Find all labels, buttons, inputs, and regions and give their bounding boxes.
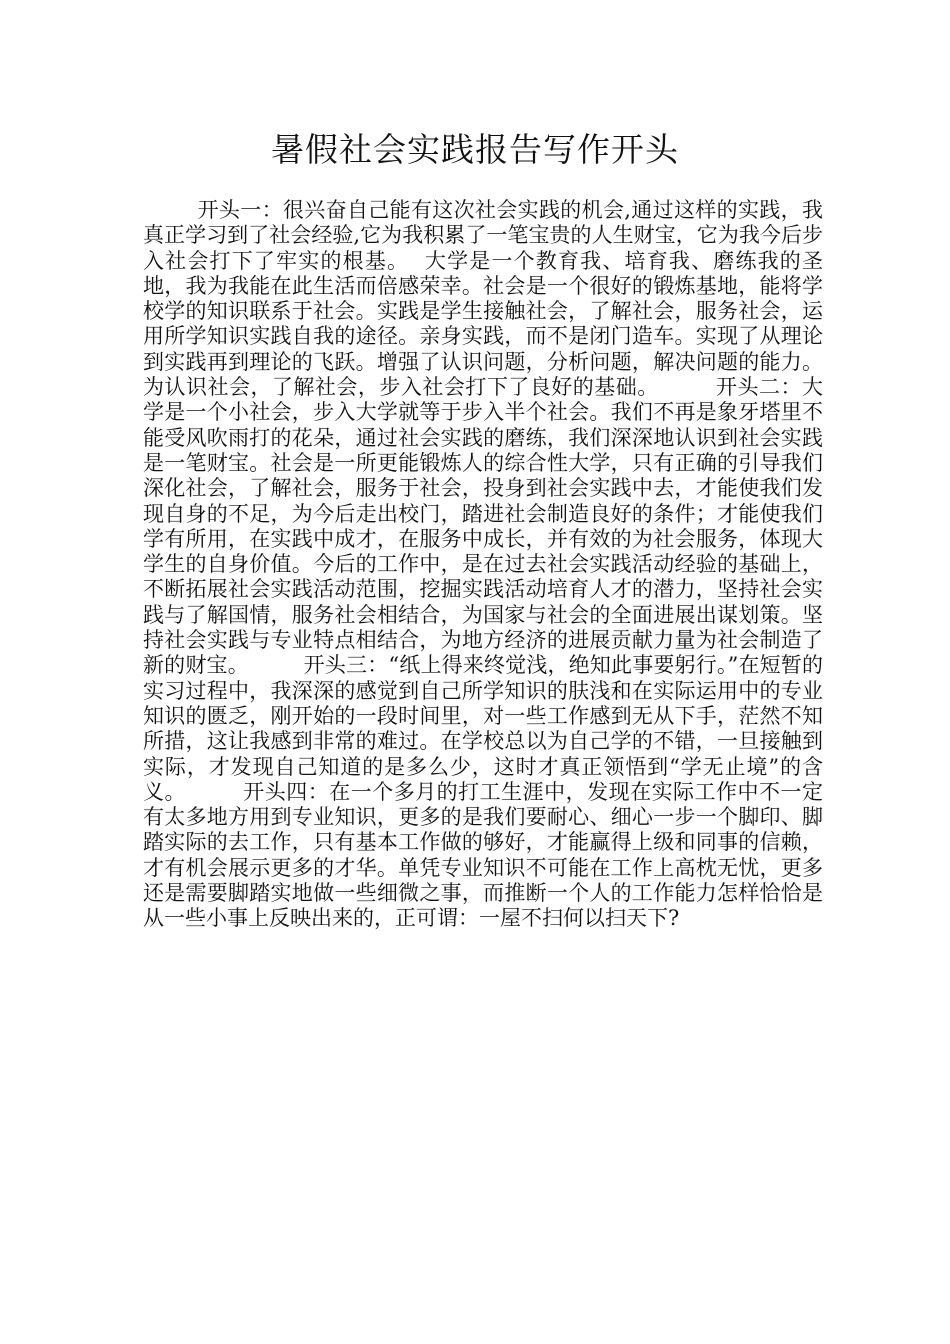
document-body-paragraph: 开头一：很兴奋自己能有这次社会实践的机会,通过这样的实践，我真正学习到了社会经验,它为我积累了一笔宝贵的人生财宝，它为我今后步入社会打下了牢实的根基。 大学是一个教育我、培育我、磨练我的圣地，我为我能在此生活而倍感荣幸。社会是一个很好的锻炼基地，能将学校学的知识联系于社会。实践是学生接触社会，了解社会，服务社会，运用所学知识实践自我的途径。亲身实践，而不是闭门造车。实现了从理论到实践再到理论的飞跃。增强了认识问题，分析问题，解决问题的能力。为认识社会，了解社会，步入社会打下了良好的基础。 开头二：大学是一个小社会，步入大学就等于步入半个社会。我们不再是象牙塔里不能受风吹雨打的花朵，通过社会实践的磨练，我们深深地认识到社会实践是一笔财宝。社会是一所更能锻炼人的综合性大学，只有正确的引导我们深化社会，了解社会，服务于社会，投身到社会实践中去，才能使我们发现自身的不足，为今后走出校门，踏进社会制造良好的条件；才能使我们学有所用，在实践中成才，在服务中成长，并有效的为社会服务，体现大学生的自身价值。今后的工作中，是在过去社会实践活动经验的基础上，不断拓展社会实践活动范围，挖掘实践活动培育人才的潜力，坚持社会实践与了解国情，服务社会相结合，为国家与社会的全面进展出谋划策。坚持社会实践与专业特点相结合，为地方经济的进展贡献力量为社会制造了新的财宝。 开头三：“纸上得来终觉浅，绝知此事要躬行。”在短暂的实习过程中，我深深的感觉到自己所学知识的肤浅和在实际运用中的专业知识的匮乏，刚开始的一段时间里，对一些工作感到无从下手，茫然不知所措，这让我感到非常的难过。在学校总以为自己学的不错，一旦接触到实际，才发现自己知道的是多么少，这时才真正领悟到“学无止境”的含义。 开头四：在一个多月的打工生涯中，发现在实际工作中不一定有太多地方用到专业知识，更多的是我们要耐心、细心一步一个脚印、脚踏实际的去工作，只有基本工作做的够好，才能赢得上级和同事的信赖，才有机会展示更多的才华。单凭专业知识不可能在工作上高枕无忧，更多还是需要脚踏实地做一些细微之事，而推断一个人的工作能力怎样恰恰是从一些小事上反映出来的，正可谓：一屋不扫何以扫天下? [143,198,823,931]
document-title: 暑假社会实践报告写作开头 [271,130,679,169]
